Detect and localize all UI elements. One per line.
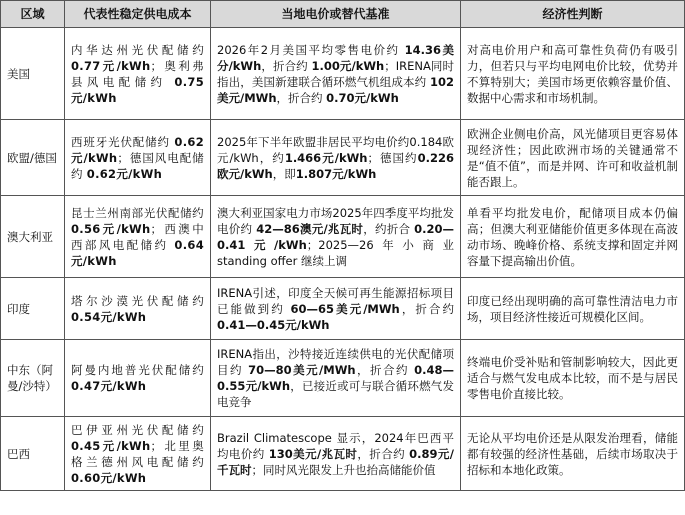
region-cell: 欧盟/德国 — [1, 120, 65, 196]
table-row — [1, 278, 685, 340]
text-run: 巴伊亚州光伏配储约 — [71, 422, 204, 437]
price-cell — [211, 417, 461, 491]
highlight-value: 0.75元/kWh — [71, 74, 204, 105]
text-run: ；德国风电配储约 — [71, 150, 204, 181]
economics-cell: 单看平均批发电价，配储项目成本仍偏高；但澳大利亚储能价值更多体现在高波动市场、晚峰价格、系统支撑和固定并网容量下提高输出价值。 — [461, 196, 685, 278]
text-run: ，折合约 — [357, 446, 410, 461]
highlight-value: 0.226欧元/kWh — [217, 150, 454, 181]
cost-cell — [65, 417, 211, 491]
text-run: 2026年2月美国平均零售电价约 — [217, 42, 405, 57]
region-cell: 澳大利亚 — [1, 196, 65, 278]
text-run: ，折合约 — [261, 58, 312, 73]
cost-cell — [65, 340, 211, 417]
economics-cell: 对高电价用户和高可靠性负荷仍有吸引力，但若只与平均电网电价比较，优势并不算特别大；美国市场更依赖容量价值、数据中心需求和市场机制。 — [461, 28, 685, 120]
highlight-value: 0.47元/kWh — [71, 379, 147, 393]
highlight-value: 0.89元/千瓦时 — [217, 446, 454, 477]
cost-cell — [65, 196, 211, 278]
price-cell — [211, 340, 461, 417]
cost-cell — [65, 120, 211, 196]
table-row — [1, 196, 685, 278]
text-run: ；奥利弗县风电配储约 — [71, 58, 204, 89]
economics-cell: 无论从平均电价还是从限发治理看，储能都有较强的经济性基础，后续市场取决于招标和本地化政策。 — [461, 417, 685, 491]
text-run: ，折合约 — [355, 363, 415, 377]
cost-cell — [65, 278, 211, 340]
highlight-value: 0.56元/kWh — [71, 221, 151, 236]
highlight-value: 60—65美元/MWh — [290, 301, 400, 316]
region-cell: 中东（阿曼/沙特） — [1, 340, 65, 417]
table-row — [1, 340, 685, 417]
highlight-value: 102美元/MWh — [217, 74, 454, 105]
text-run: ，折合约 — [399, 301, 454, 316]
highlight-value: 1.00元/kWh — [311, 58, 385, 73]
text-run: ，即 — [272, 166, 296, 181]
text-run: IRENA指出，沙特接近连续供电的光伏配储项目约 — [217, 347, 454, 377]
text-run: 西班牙光伏配储约 — [71, 134, 175, 149]
text-run: ；西澳中西部风电配储约 — [71, 221, 204, 252]
highlight-value: 0.62元/kWh — [71, 134, 204, 165]
price-cell — [211, 196, 461, 278]
cost-cell — [65, 28, 211, 120]
highlight-value: 0.45元/kWh — [71, 438, 151, 453]
highlight-value: 0.62元/kWh — [86, 166, 163, 181]
text-run: ，折合约 — [276, 90, 327, 105]
text-run: 昆士兰州南部光伏配储约 — [71, 205, 204, 220]
region-cell: 印度 — [1, 278, 65, 340]
highlight-value: 14.36美分/kWh — [217, 42, 454, 73]
price-cell — [211, 278, 461, 340]
highlight-value: 0.60元/kWh — [71, 470, 147, 485]
table-header-row — [1, 1, 685, 28]
header-region: 区域 — [1, 1, 65, 28]
table-row — [1, 417, 685, 491]
economics-cell: 终端电价受补贴和管制影响较大，因此更适合与燃气发电成本比较，而不是与居民零售电价直接比较。 — [461, 340, 685, 417]
header-economics: 经济性判断 — [461, 1, 685, 28]
highlight-value: 0.64元/kWh — [71, 237, 204, 268]
text-run: IRENA引述，印度全天候可再生能源招标项目已能做到约 — [217, 285, 454, 316]
highlight-value: 0.41—0.45元/kWh — [217, 317, 330, 332]
text-run: ；IRENA同时指出，美国新建联合循环燃气机组成本约 — [217, 58, 455, 89]
price-cell — [211, 28, 461, 120]
text-run: ；北里奥格兰德州风电配储约 — [71, 438, 204, 469]
economics-cell: 印度已经出现明确的高可靠性清洁电力市场，项目经济性接近可规模化区间。 — [461, 278, 685, 340]
region-cell: 美国 — [1, 28, 65, 120]
economics-cell: 欧洲企业侧电价高，风光储项目更容易体现经济性；因此欧洲市场的关键通常不是“值不值”，而是并网、许可和收益机制能否跟上。 — [461, 120, 685, 196]
text-run: 2025年下半年欧盟非居民平均电价约0.184欧元/kWh，约 — [217, 134, 454, 165]
highlight-value: 0.77元/kWh — [71, 58, 151, 73]
table-row — [1, 120, 685, 196]
text-run: 澳大利亚国家电力市场2025年四季度平均批发电价约 — [217, 205, 454, 236]
price-cell — [211, 120, 461, 196]
text-run: 塔尔沙漠光伏配储约 — [71, 293, 204, 308]
text-run: ；同时风光限发上升也抬高储能价值 — [251, 462, 436, 477]
table-body — [1, 28, 685, 491]
table-row — [1, 28, 685, 120]
highlight-value: 42—86澳元/兆瓦时 — [256, 221, 364, 236]
text-run: 内华达州光伏配储约 — [71, 42, 204, 57]
highlight-value: 1.466元/kWh — [284, 150, 368, 165]
highlight-value: 0.70元/kWh — [326, 90, 399, 105]
highlight-value: 0.20—0.41元/kWh — [217, 221, 454, 252]
text-run: Brazil Climatescope 显示，2024年巴西平均电价约 — [217, 430, 454, 461]
header-price: 当地电价或替代基准 — [211, 1, 461, 28]
text-run: ，已接近或可与联合循环燃气发电竞争 — [217, 379, 455, 409]
text-run: ，约折合 — [363, 221, 415, 236]
highlight-value: 0.48—0.55元/kWh — [217, 363, 454, 393]
region-cell: 巴西 — [1, 417, 65, 491]
text-run: 阿曼内地普光伏配储约 — [71, 363, 204, 377]
header-cost: 代表性稳定供电成本 — [65, 1, 211, 28]
highlight-value: 130美元/兆瓦时 — [268, 446, 358, 461]
text-run: ；2025—26年小商业 standing offer 继续上调 — [217, 237, 454, 268]
highlight-value: 1.807元/kWh — [295, 166, 377, 181]
highlight-value: 0.54元/kWh — [71, 309, 147, 324]
highlight-value: 70—80美元/MWh — [248, 363, 356, 377]
text-run: ；德国约 — [367, 150, 418, 165]
